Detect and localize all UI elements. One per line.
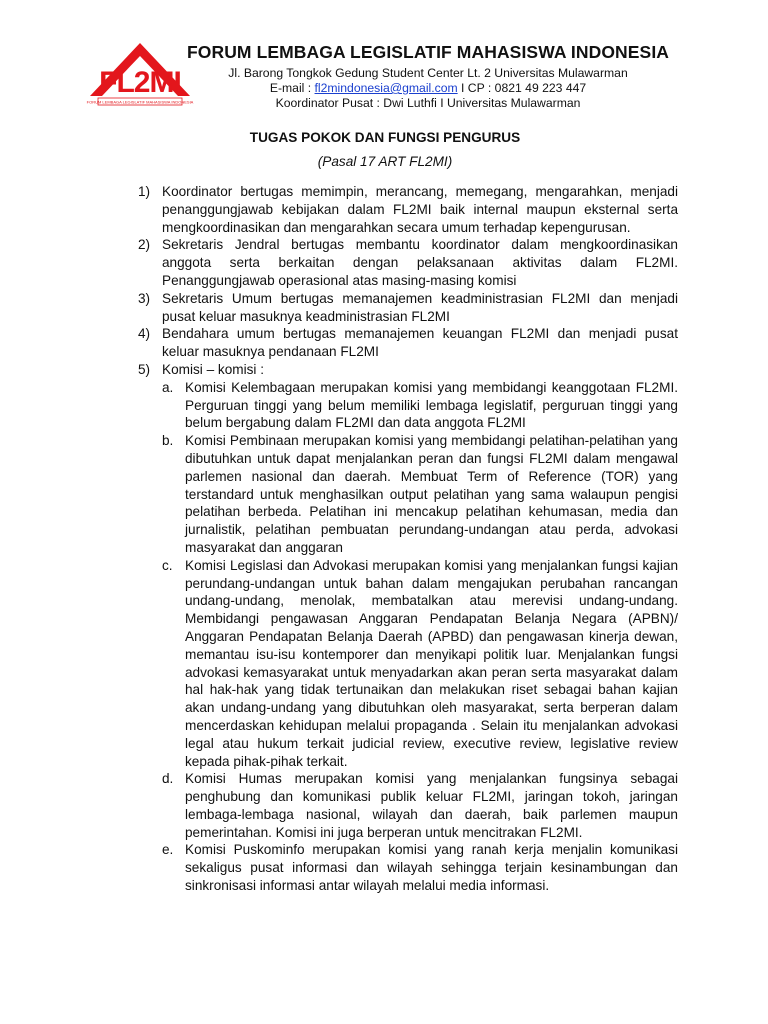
address-line: Jl. Barong Tongkok Gedung Student Center Lt. 2 Universitas Mulawarman: [228, 66, 628, 80]
sub-item-text: Komisi Legislasi dan Advokasi merupakan komisi yang menjalankan fungsi kajian perundang-undangan untuk bahan dalam mengajukan perubahan rancangan undang-undang, menolak, membatalkan atau merevisi undang-undang. Membidangi pengawasan Anggaran Pendapatan Belanja Negara (APBN)/ Anggaran Pendapatan Belanja Daerah (APBD) dan pengawasan kinerja dewan, memantau isu-isu kontemporer dan menyikapi politik luar. Menjalankan fungsi advokasi kemasyarakat untuk menyadarkan akan peran serta masyarakat dalam hal hak-hak yang tidak tertunaikan dan melakukan riset sebagai bahan kajian akan undang-undang yang dibutuhkan oleh masyarakat, serta berperan dalam mencerdaskan kehidupan melalui propaganda . Selain itu menjalankan advokasi legal atau hukum terkait judicial review, executive review, legislative review kepada pihak-pihak terkait.: [185, 557, 678, 769]
sub-item-letter: a.: [162, 379, 174, 395]
sublist-item: [162, 432, 678, 557]
item-number: 3): [138, 290, 151, 306]
list-item: [138, 236, 678, 289]
list-item: [138, 361, 678, 895]
sublist-item: [162, 379, 678, 432]
item-text: Sekretaris Umum bertugas memanajemen keadministrasian FL2MI dan menjadi pusat keluar masuknya keadministrasian FL2MI: [162, 290, 678, 324]
duties-list: [138, 183, 678, 895]
sub-item-text: Komisi Kelembagaan merupakan komisi yang membidangi keanggotaan FL2MI. Perguruan tinggi yang belum memiliki lembaga legislatif, perguruan tinggi yang belum bergabung dalam FL2MI dan data anggota FL2MI: [185, 379, 678, 431]
item-number: 5): [138, 361, 151, 377]
organization-title: FORUM LEMBAGA LEGISLATIF MAHASISWA INDONESIA: [186, 42, 670, 62]
email-link[interactable]: fl2mindonesia@gmail.com: [314, 81, 458, 95]
sub-item-letter: d.: [162, 771, 174, 787]
list-item: [138, 183, 678, 236]
item-number: 4): [138, 326, 151, 342]
letterhead: [0, 0, 768, 120]
item-text: Bendahara umum bertugas memanajemen keuangan FL2MI dan menjadi pusat keluar masuknya pendanaan FL2MI: [162, 326, 678, 360]
sublist-item: [162, 770, 678, 841]
item-text: Komisi – komisi :: [162, 361, 264, 377]
email-label: E-mail :: [269, 81, 315, 95]
logo-caption: FORUM LEMBAGA LEGISLATIF MAHASISWA INDONESIA: [86, 99, 194, 105]
sub-item-letter: e.: [162, 842, 174, 858]
list-item: [138, 325, 678, 361]
sub-item-letter: b.: [162, 433, 174, 449]
commissions-sublist: [162, 379, 678, 895]
item-text: Sekretaris Jendral bertugas membantu koordinator dalam mengkoordinasikan anggota serta berkaitan dengan pelaksanaan aktivitas dalam FL2MI. Penanggungjawab operasional atas masing-masing komisi: [162, 237, 678, 288]
document-subtitle: (Pasal 17 ART FL2MI): [317, 154, 453, 169]
item-number: 2): [138, 237, 151, 253]
contact-line: [190, 81, 666, 95]
item-number: 1): [138, 184, 151, 199]
item-text: Koordinator bertugas memimpin, merancang, memegang, mengarahkan, menjadi penanggungjawab kebijakan dalam FL2MI baik internal maupun eksternal serta mengkoordinasikan dan mengarahkan secara umum terhadap kepengurusan.: [162, 184, 678, 235]
sublist-item: [162, 557, 678, 771]
sub-item-text: Komisi Humas merupakan komisi yang menjalankan fungsinya sebagai penghubung dan komunikasi publik keluar FL2MI, jaringan tokoh, jaringan lembaga-lembaga nasional, wilayah dan daerah, baik parlemen maupun pemerintahan. Komisi ini juga berperan untuk mencitrakan FL2MI.: [185, 771, 678, 840]
contact-phone: I CP : 0821 49 223 447: [457, 81, 587, 95]
sub-item-letter: c.: [162, 557, 173, 573]
sub-item-text: Komisi Pembinaan merupakan komisi yang membidangi pelatihan-pelatihan yang dibutuhkan untuk dapat menjalankan peran dan fungsi FL2MI dalam mengawal parlemen nasional dan daerah. Membuat Term of Reference (TOR) yang terstandard untuk menghasilkan output pelatihan yang sama walaupun pengisi pelatihan berbeda. Pelatihan ini mencakup pelatihan kehumasan, media dan jurnalistik, pelatihan pembuatan perundang-undangan atau perda, advokasi masyarakat dan anggaran: [185, 433, 678, 555]
document-title: TUGAS POKOK DAN FUNGSI PENGURUS: [249, 130, 521, 145]
list-item: [138, 290, 678, 326]
sub-item-text: Komisi Puskominfo merupakan komisi yang ranah kerja menjalin komunikasi sekaligus pusat informasi dan wilayah sehingga terjain kesinambungan dan sinkronisasi informasi antar wilayah melalui media informasi.: [185, 842, 678, 894]
logo-wordmark: FL2MI: [99, 66, 181, 99]
coordinator-line: Koordinator Pusat : Dwi Luthfi I Universitas Mulawarman: [275, 96, 581, 110]
sublist-item: [162, 841, 678, 894]
